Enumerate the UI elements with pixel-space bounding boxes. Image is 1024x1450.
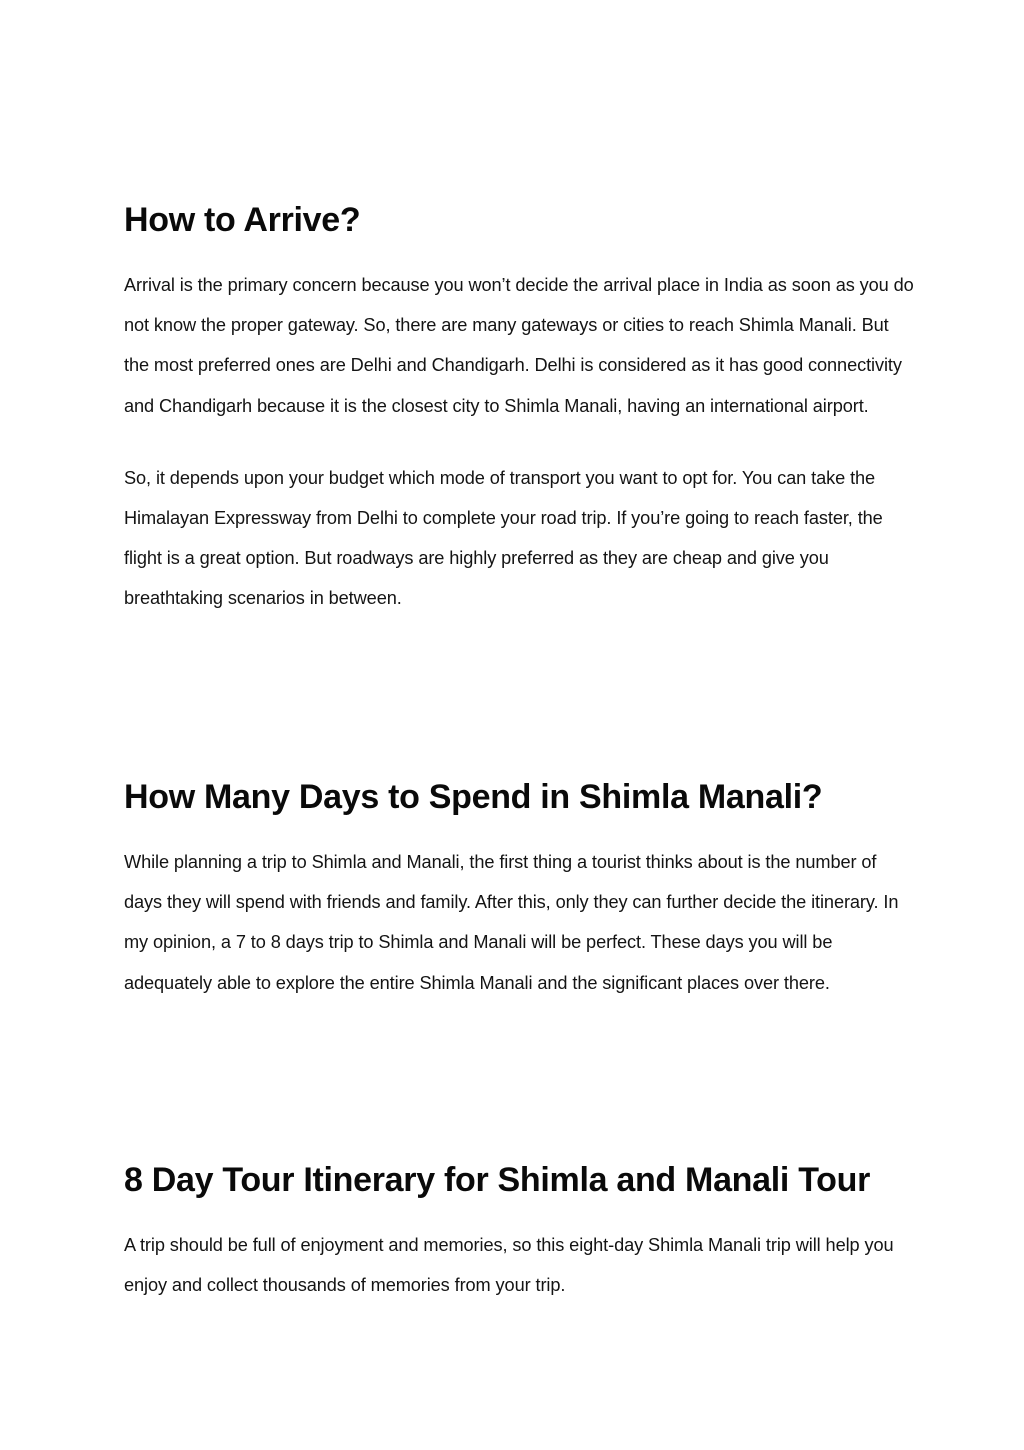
section-days-to-spend <box>124 777 914 1003</box>
section-heading: 8 Day Tour Itinerary for Shimla and Manali Tour <box>124 1161 871 1199</box>
section-how-to-arrive <box>124 200 914 619</box>
section-paragraph: While planning a trip to Shimla and Manali, the first thing a tourist thinks about is the number of days they will spend with friends and family. After this, only they can further decide the itinerary. In my opinion, a 7 to 8 days trip to Shimla and Manali will be perfect. These days you will be adequately able to explore the entire Shimla Manali and the significant places over there. <box>124 852 899 993</box>
section-heading: How Many Days to Spend in Shimla Manali? <box>124 778 823 816</box>
section-paragraph: So, it depends upon your budget which mode of transport you want to opt for. You can take the Himalayan Expressway from Delhi to complete your road trip. If you’re going to reach faster, the flight is a great option. But roadways are highly preferred as they are cheap and give you breathtaking scenarios in between. <box>124 467 883 609</box>
section-heading: How to Arrive? <box>124 201 361 239</box>
section-tour-itinerary <box>124 1160 914 1305</box>
section-paragraph: Arrival is the primary concern because you won’t decide the arrival place in India as soon as you do not know the proper gateway. So, there are many gateways or cities to reach Shimla Manali. But the most preferred ones are Delhi and Chandigarh. Delhi is considered as it has good connectivity and Chandigarh because it is the closest city to Shimla Manali, having an international airport. <box>124 275 914 416</box>
section-paragraph: A trip should be full of enjoyment and memories, so this eight-day Shimla Manali trip will help you enjoy and collect thousands of memories from your trip. <box>124 1235 894 1296</box>
